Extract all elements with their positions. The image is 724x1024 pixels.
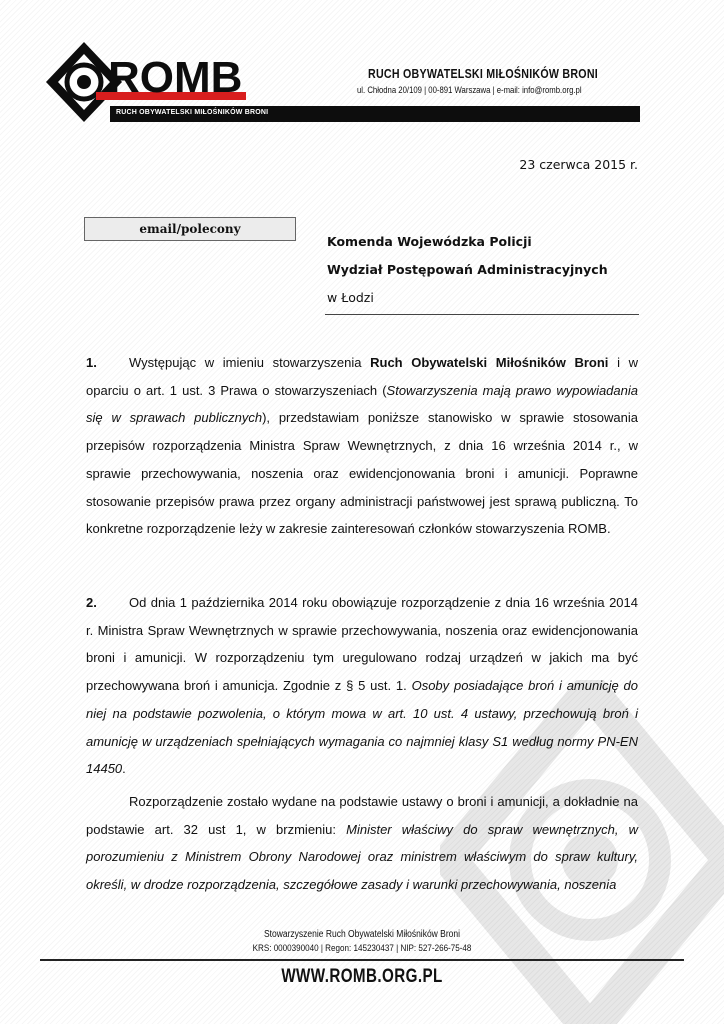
quoted-text: Osoby posiadające broń i amunicję do niej na podstawie pozwolenia, o którym mowa w art. 10 ust. 4 ustawy, przechowują broń i amunicję w urządzeniach spełniających wymagania co najmniej klasy S1 według normy PN-EN 14450: [86, 678, 638, 777]
paragraph-text: Występując w imieniu stowarzyszenia: [129, 355, 371, 370]
org-address: ul. Chłodna 20/109 | 00-891 Warszawa | e-mail: info@romb.org.pl: [357, 85, 582, 95]
paragraph-text: Od dnia 1 października 2014 roku obowiązuje rozporządzenie z dnia 16 września 2014 r. Ministra Spraw Wewnętrznych w sprawie przechowywania, noszenia oraz ewidencjonowania broni i amunicji. W rozporządzeniu tym uregulowano rodzaj urządzeń w jakich ma być przechowywana broń i amunicja. Zgodnie z § 5 ust. 1.: [86, 595, 638, 694]
paragraph-text: ), przedstawiam poniższe stanowisko w sprawie stosowania przepisów rozporządzenia Ministra Spraw Wewnętrznych, z dnia 16 września 2014 r., w sprawie przechowywania, noszenia oraz ewidencjonowania broni i amunicji. Poprawne stosowanie przepisów prawa przez organy administracji państwowej jest sprawą publiczną. To konkretne rozporządzenie leży w zakresie zainteresowań członków stowarzyszenia ROMB.: [86, 410, 639, 537]
brand-tagline: RUCH OBYWATELSKI MIŁOŚNIKÓW BRONI: [116, 109, 269, 116]
quoted-text: Minister właściwy do spraw wewnętrznych, w porozumieniu z Ministrem Obrony Narodowej oraz ministrem właściwym do spraw kultury, określi, w drodze rozporządzenia, szczegółowe zasady i warunki przechowywania, noszenia: [86, 821, 638, 893]
org-name-bold: Ruch Obywatelski Miłośników Broni: [370, 355, 609, 370]
addressee-line-3: w Łodzi: [327, 290, 374, 305]
addressee-divider: [325, 314, 639, 315]
org-name: RUCH OBYWATELSKI MIŁOŚNIKÓW BRONI: [368, 66, 598, 81]
addressee-block: [327, 233, 639, 317]
quoted-text: Stowarzyszenia mają prawo wypowiadania się w sprawach publicznych: [86, 382, 638, 426]
addressee-line-1: Komenda Wojewódzka Policji: [327, 234, 532, 249]
footer-website-link[interactable]: WWW.ROMB.ORG.PL: [281, 966, 443, 987]
letter-date: 23 czerwca 2015 r.: [519, 157, 638, 172]
paragraph-2: [86, 589, 638, 783]
paragraph-number: 2.: [86, 595, 97, 610]
paragraph-text: .: [122, 761, 126, 777]
paragraph-text: Rozporządzenie zostało wydane na podstawie ustawy o broni i amunicji, a dokładnie na podstawie art. 32 ust 1, w brzmieniu:: [86, 794, 638, 837]
paragraph-text: i w oparciu o art. 1 ust. 3 Prawa o stowarzyszeniach (: [86, 355, 638, 398]
addressee-line-2: Wydział Postępowań Administracyjnych: [327, 262, 608, 277]
footer-registration-ids: KRS: 0000390040 | Regon: 145230437 | NIP: 527-266-75-48: [252, 943, 472, 954]
footer-org-name: Stowarzyszenie Ruch Obywatelski Miłośników Broni: [263, 929, 461, 940]
paragraph-1: [86, 349, 638, 543]
footer-divider: [40, 959, 684, 961]
paragraph-number: 1.: [86, 355, 97, 370]
paragraph-3: [86, 788, 638, 899]
delivery-method-box: email/polecony: [84, 217, 296, 241]
logo-wordmark: ROMB: [108, 53, 243, 102]
